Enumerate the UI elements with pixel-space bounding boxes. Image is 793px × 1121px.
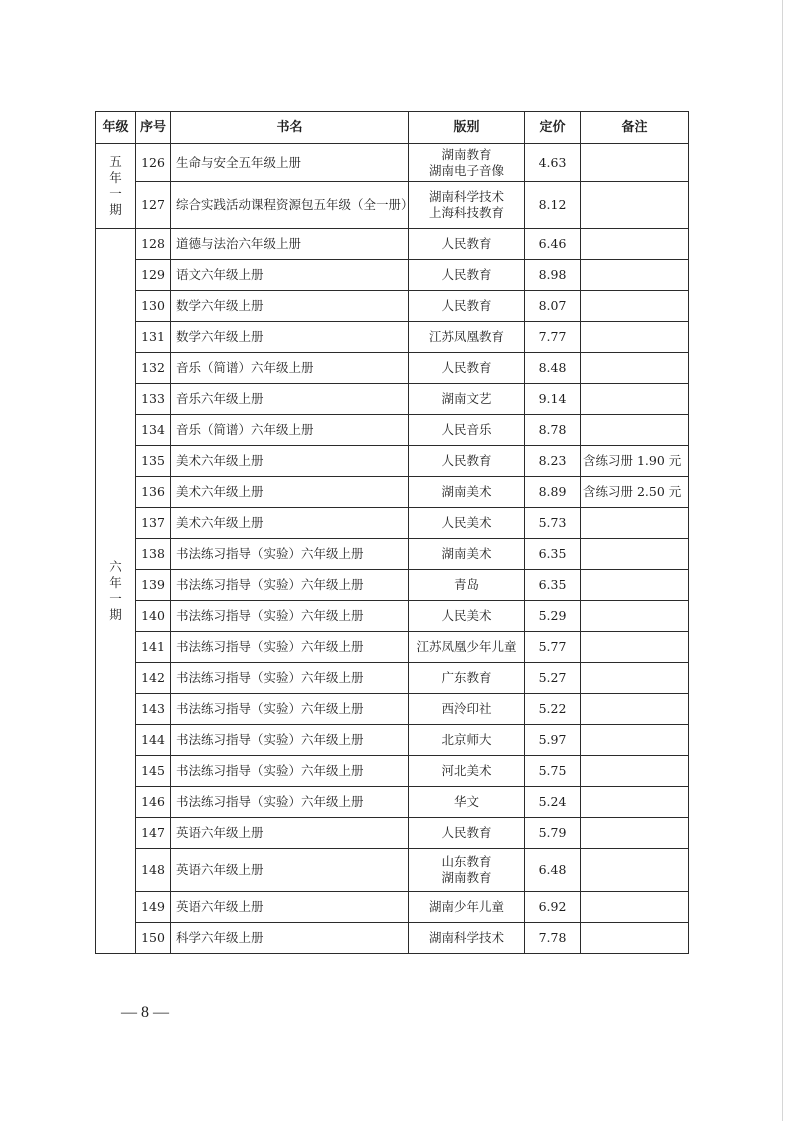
publisher-line: 湖南教育 xyxy=(441,870,492,885)
price-cell: 5.73 xyxy=(525,508,581,539)
title-cell: 书法练习指导（实验）六年级上册 xyxy=(171,787,409,818)
seq-cell: 127 xyxy=(136,182,171,229)
title-cell: 综合实践活动课程资源包五年级（全一册） xyxy=(171,182,409,229)
publisher-cell: 湖南科学技术 xyxy=(409,923,525,954)
title-cell: 音乐（简谱）六年级上册 xyxy=(171,353,409,384)
price-cell: 5.75 xyxy=(525,756,581,787)
seq-cell: 131 xyxy=(136,322,171,353)
title-cell: 科学六年级上册 xyxy=(171,923,409,954)
table-row xyxy=(96,477,689,508)
publisher-line: 湖南电子音像 xyxy=(428,162,504,178)
title-cell: 书法练习指导（实验）六年级上册 xyxy=(171,632,409,663)
note-cell xyxy=(581,260,689,291)
note-cell xyxy=(581,818,689,849)
title-cell: 英语六年级上册 xyxy=(171,818,409,849)
note-cell xyxy=(581,694,689,725)
price-cell: 6.35 xyxy=(525,570,581,601)
table-row xyxy=(96,756,689,787)
page-number: — 8 — xyxy=(121,1004,169,1021)
note-cell xyxy=(581,756,689,787)
note-cell xyxy=(581,322,689,353)
seq-cell: 134 xyxy=(136,415,171,446)
publisher-cell: 人民音乐 xyxy=(409,415,525,446)
seq-cell: 143 xyxy=(136,694,171,725)
grade-label: 五 年 一 期 xyxy=(109,154,122,217)
note-cell: 含练习册 1.90 元 xyxy=(581,446,689,477)
title-cell: 书法练习指导（实验）六年级上册 xyxy=(171,539,409,570)
note-cell xyxy=(581,923,689,954)
header-price: 定价 xyxy=(525,112,581,144)
seq-cell: 133 xyxy=(136,384,171,415)
table-row xyxy=(96,632,689,663)
title-cell: 音乐（简谱）六年级上册 xyxy=(171,415,409,446)
title-cell: 美术六年级上册 xyxy=(171,508,409,539)
header-row xyxy=(96,112,689,144)
title-cell: 道德与法治六年级上册 xyxy=(171,229,409,260)
table-row xyxy=(96,144,689,182)
note-cell xyxy=(581,601,689,632)
publisher-line: 山东教育 xyxy=(441,854,492,869)
note-cell xyxy=(581,508,689,539)
publisher-cell: 人民教育 xyxy=(409,818,525,849)
publisher-cell: 江苏凤凰少年儿童 xyxy=(409,632,525,663)
price-cell: 7.77 xyxy=(525,322,581,353)
note-cell xyxy=(581,384,689,415)
table-row xyxy=(96,923,689,954)
note-cell xyxy=(581,229,689,260)
note-cell xyxy=(581,353,689,384)
seq-cell: 126 xyxy=(136,144,171,182)
publisher-cell xyxy=(409,849,525,892)
price-cell: 8.12 xyxy=(525,182,581,229)
seq-cell: 147 xyxy=(136,818,171,849)
seq-cell: 149 xyxy=(136,892,171,923)
title-cell: 生命与安全五年级上册 xyxy=(171,144,409,182)
publisher-cell xyxy=(409,182,525,229)
table-row xyxy=(96,353,689,384)
publisher-cell: 北京师大 xyxy=(409,725,525,756)
seq-cell: 132 xyxy=(136,353,171,384)
header-seq: 序号 xyxy=(136,112,171,144)
seq-cell: 148 xyxy=(136,849,171,892)
title-cell: 数学六年级上册 xyxy=(171,322,409,353)
title-cell: 书法练习指导（实验）六年级上册 xyxy=(171,725,409,756)
price-cell: 5.22 xyxy=(525,694,581,725)
seq-cell: 129 xyxy=(136,260,171,291)
title-cell: 书法练习指导（实验）六年级上册 xyxy=(171,663,409,694)
table-row xyxy=(96,446,689,477)
table-row xyxy=(96,663,689,694)
publisher-cell: 青岛 xyxy=(409,570,525,601)
title-cell: 美术六年级上册 xyxy=(171,446,409,477)
table-row xyxy=(96,787,689,818)
grade-group-6 xyxy=(96,229,136,954)
seq-cell: 145 xyxy=(136,756,171,787)
price-cell: 7.78 xyxy=(525,923,581,954)
publisher-cell: 华文 xyxy=(409,787,525,818)
note-cell xyxy=(581,539,689,570)
price-cell: 8.07 xyxy=(525,291,581,322)
table-row xyxy=(96,694,689,725)
title-cell: 书法练习指导（实验）六年级上册 xyxy=(171,570,409,601)
publisher-line: 湖南教育 xyxy=(441,146,492,162)
publisher-cell: 人民教育 xyxy=(409,291,525,322)
note-cell xyxy=(581,663,689,694)
publisher-cell: 人民教育 xyxy=(409,260,525,291)
seq-cell: 128 xyxy=(136,229,171,260)
seq-cell: 137 xyxy=(136,508,171,539)
table-row xyxy=(96,539,689,570)
seq-cell: 136 xyxy=(136,477,171,508)
publisher-cell: 人民美术 xyxy=(409,601,525,632)
title-cell: 英语六年级上册 xyxy=(171,892,409,923)
seq-cell: 135 xyxy=(136,446,171,477)
publisher-cell: 湖南少年儿童 xyxy=(409,892,525,923)
price-cell: 6.48 xyxy=(525,849,581,892)
publisher-cell: 河北美术 xyxy=(409,756,525,787)
publisher-cell: 人民教育 xyxy=(409,446,525,477)
note-cell xyxy=(581,849,689,892)
price-cell: 5.24 xyxy=(525,787,581,818)
note-cell xyxy=(581,632,689,663)
table-row xyxy=(96,384,689,415)
header-publisher: 版别 xyxy=(409,112,525,144)
price-cell: 8.98 xyxy=(525,260,581,291)
price-cell: 5.97 xyxy=(525,725,581,756)
note-cell xyxy=(581,291,689,322)
title-cell: 书法练习指导（实验）六年级上册 xyxy=(171,694,409,725)
table-row xyxy=(96,725,689,756)
price-cell: 5.29 xyxy=(525,601,581,632)
table-row xyxy=(96,229,689,260)
header-note: 备注 xyxy=(581,112,689,144)
table-row xyxy=(96,260,689,291)
scan-edge-line xyxy=(782,0,783,1121)
table-row xyxy=(96,892,689,923)
publisher-cell: 人民教育 xyxy=(409,353,525,384)
publisher-cell: 人民教育 xyxy=(409,229,525,260)
note-cell: 含练习册 2.50 元 xyxy=(581,477,689,508)
title-cell: 书法练习指导（实验）六年级上册 xyxy=(171,601,409,632)
title-cell: 语文六年级上册 xyxy=(171,260,409,291)
publisher-cell: 江苏凤凰教育 xyxy=(409,322,525,353)
publisher-cell: 湖南美术 xyxy=(409,539,525,570)
price-cell: 6.35 xyxy=(525,539,581,570)
seq-cell: 146 xyxy=(136,787,171,818)
note-cell xyxy=(581,144,689,182)
price-cell: 8.89 xyxy=(525,477,581,508)
table-row xyxy=(96,508,689,539)
grade-label: 六 年 一 期 xyxy=(109,559,122,622)
title-cell: 音乐六年级上册 xyxy=(171,384,409,415)
title-cell: 美术六年级上册 xyxy=(171,477,409,508)
seq-cell: 139 xyxy=(136,570,171,601)
publisher-line: 上海科技教育 xyxy=(428,205,504,220)
price-cell: 6.46 xyxy=(525,229,581,260)
publisher-cell: 人民美术 xyxy=(409,508,525,539)
grade-group-5 xyxy=(96,144,136,229)
table-row xyxy=(96,182,689,229)
price-cell: 8.78 xyxy=(525,415,581,446)
price-cell: 5.79 xyxy=(525,818,581,849)
table-row xyxy=(96,291,689,322)
table-row xyxy=(96,415,689,446)
price-cell: 5.77 xyxy=(525,632,581,663)
table-row xyxy=(96,570,689,601)
seq-cell: 141 xyxy=(136,632,171,663)
seq-cell: 142 xyxy=(136,663,171,694)
table-row xyxy=(96,849,689,892)
title-cell: 英语六年级上册 xyxy=(171,849,409,892)
price-cell: 8.23 xyxy=(525,446,581,477)
note-cell xyxy=(581,725,689,756)
seq-cell: 140 xyxy=(136,601,171,632)
price-cell: 8.48 xyxy=(525,353,581,384)
price-cell: 5.27 xyxy=(525,663,581,694)
note-cell xyxy=(581,182,689,229)
publisher-cell: 湖南美术 xyxy=(409,477,525,508)
title-cell: 书法练习指导（实验）六年级上册 xyxy=(171,756,409,787)
table-row xyxy=(96,601,689,632)
publisher-cell: 西泠印社 xyxy=(409,694,525,725)
table-row xyxy=(96,818,689,849)
title-cell: 数学六年级上册 xyxy=(171,291,409,322)
price-cell: 6.92 xyxy=(525,892,581,923)
publisher-cell: 湖南文艺 xyxy=(409,384,525,415)
note-cell xyxy=(581,787,689,818)
header-title: 书名 xyxy=(171,112,409,144)
price-cell: 9.14 xyxy=(525,384,581,415)
textbook-price-table xyxy=(95,111,689,954)
note-cell xyxy=(581,892,689,923)
seq-cell: 130 xyxy=(136,291,171,322)
seq-cell: 144 xyxy=(136,725,171,756)
note-cell xyxy=(581,415,689,446)
publisher-cell: 广东教育 xyxy=(409,663,525,694)
publisher-line: 湖南科学技术 xyxy=(428,189,504,204)
table-row xyxy=(96,322,689,353)
publisher-cell xyxy=(409,144,525,182)
header-grade: 年级 xyxy=(96,112,136,144)
note-cell xyxy=(581,570,689,601)
seq-cell: 150 xyxy=(136,923,171,954)
price-cell: 4.63 xyxy=(525,144,581,182)
seq-cell: 138 xyxy=(136,539,171,570)
